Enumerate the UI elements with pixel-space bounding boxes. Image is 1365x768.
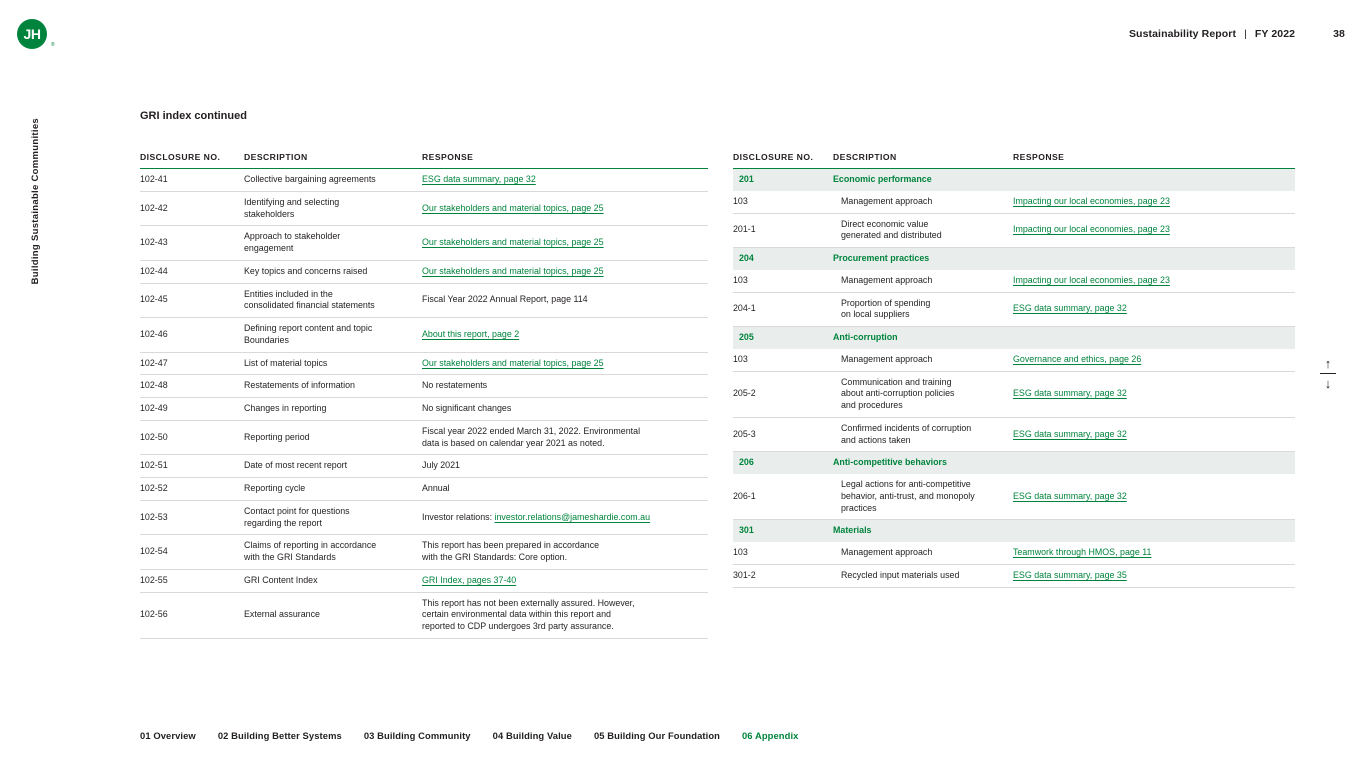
category-label: Anti-corruption bbox=[833, 327, 1295, 349]
disclosure-number: 102-47 bbox=[140, 352, 244, 375]
category-number: 206 bbox=[733, 452, 833, 474]
table-row bbox=[140, 420, 708, 455]
disclosure-number: 102-54 bbox=[140, 535, 244, 570]
response-link[interactable]: ESG data summary, page 32 bbox=[1013, 388, 1127, 399]
disclosure-number: 103 bbox=[733, 349, 833, 371]
right-table bbox=[733, 152, 1295, 588]
disclosure-description: Defining report content and topic Boundaries bbox=[244, 318, 422, 353]
disclosure-number: 103 bbox=[733, 191, 833, 213]
footer-nav-item-2[interactable]: 02 Building Better Systems bbox=[217, 730, 342, 741]
category-number: 201 bbox=[733, 169, 833, 191]
disclosure-response[interactable] bbox=[422, 352, 708, 375]
disclosure-description: Legal actions for anti-competitive behavior, anti-trust, and monopoly practices bbox=[833, 474, 1013, 520]
disclosure-description: Management approach bbox=[833, 542, 1013, 564]
disclosure-description: Proportion of spending on local suppliers bbox=[833, 292, 1013, 327]
disclosure-description: Direct economic value generated and distributed bbox=[833, 213, 1013, 248]
disclosure-response[interactable] bbox=[1013, 213, 1295, 248]
disclosure-description: Restatements of information bbox=[244, 375, 422, 398]
table-row bbox=[140, 226, 708, 261]
disclosure-response[interactable] bbox=[422, 226, 708, 261]
table-row bbox=[140, 500, 708, 535]
table-row bbox=[140, 478, 708, 501]
disclosure-number: 102-44 bbox=[140, 260, 244, 283]
disclosure-response[interactable] bbox=[1013, 542, 1295, 564]
disclosure-number: 102-52 bbox=[140, 478, 244, 501]
disclosure-description: Collective bargaining agreements bbox=[244, 169, 422, 192]
disclosure-description: Contact point for questions regarding the report bbox=[244, 500, 422, 535]
gri-index-table-right bbox=[733, 152, 1295, 588]
response-link[interactable]: GRI Index, pages 37-40 bbox=[422, 574, 517, 585]
disclosure-response: Annual bbox=[422, 478, 708, 501]
table-row bbox=[733, 371, 1295, 417]
table-row bbox=[140, 260, 708, 283]
response-link[interactable]: Our stakeholders and material topics, page 25 bbox=[422, 237, 604, 248]
disclosure-description: External assurance bbox=[244, 592, 422, 638]
table-row bbox=[140, 455, 708, 478]
disclosure-number: 206-1 bbox=[733, 474, 833, 520]
disclosure-number: 102-53 bbox=[140, 500, 244, 535]
table-category-row bbox=[733, 520, 1295, 542]
disclosure-number: 102-46 bbox=[140, 318, 244, 353]
response-link[interactable]: investor.relations@jameshardie.com.au bbox=[494, 511, 651, 522]
response-link[interactable]: Impacting our local economies, page 23 bbox=[1013, 195, 1170, 206]
response-link[interactable]: Our stakeholders and material topics, page 25 bbox=[422, 202, 604, 213]
left-table bbox=[140, 152, 708, 639]
column-header-disclosure: DISCLOSURE NO. bbox=[140, 152, 244, 169]
table-row bbox=[140, 569, 708, 592]
table-row bbox=[733, 564, 1295, 587]
disclosure-number: 102-41 bbox=[140, 169, 244, 192]
james-hardie-logo-icon bbox=[17, 19, 54, 49]
table-header-row bbox=[733, 152, 1295, 169]
table-row bbox=[733, 292, 1295, 327]
scroll-up-icon[interactable]: ↑ bbox=[1324, 356, 1332, 371]
disclosure-number: 204-1 bbox=[733, 292, 833, 327]
disclosure-response[interactable] bbox=[1013, 349, 1295, 371]
disclosure-description: Recycled input materials used bbox=[833, 564, 1013, 587]
table-row bbox=[140, 318, 708, 353]
disclosure-number: 102-42 bbox=[140, 191, 244, 226]
disclosure-response: No significant changes bbox=[422, 398, 708, 421]
disclosure-description: Key topics and concerns raised bbox=[244, 260, 422, 283]
disclosure-number: 201-1 bbox=[733, 213, 833, 248]
table-row bbox=[733, 191, 1295, 213]
response-link[interactable]: ESG data summary, page 32 bbox=[1013, 490, 1127, 501]
disclosure-response[interactable]: Investor relations: investor.relations@jameshardie.com.au bbox=[422, 500, 708, 535]
category-number: 301 bbox=[733, 520, 833, 542]
table-row bbox=[733, 542, 1295, 564]
response-link[interactable]: Impacting our local economies, page 23 bbox=[1013, 224, 1170, 235]
disclosure-number: 205-3 bbox=[733, 417, 833, 452]
footer-nav-item-3[interactable]: 03 Building Community bbox=[363, 730, 471, 741]
page-number: 38 bbox=[1333, 28, 1345, 40]
disclosure-description: Communication and training about anti-corruption policies and procedures bbox=[833, 371, 1013, 417]
report-title: Sustainability Report bbox=[1128, 28, 1237, 40]
side-tagline: Building Sustainable Communities bbox=[30, 118, 41, 285]
table-row bbox=[140, 169, 708, 192]
table-header-row bbox=[140, 152, 708, 169]
column-header-description: DESCRIPTION bbox=[244, 152, 422, 169]
logo-text: JH bbox=[23, 26, 41, 42]
disclosure-description: Reporting period bbox=[244, 420, 422, 455]
disclosure-response[interactable] bbox=[422, 191, 708, 226]
disclosure-response[interactable] bbox=[422, 318, 708, 353]
category-number: 205 bbox=[733, 327, 833, 349]
page-scroll-controls[interactable] bbox=[1319, 358, 1337, 389]
category-number: 204 bbox=[733, 248, 833, 270]
page-title: GRI index continued bbox=[140, 110, 247, 122]
disclosure-number: 102-50 bbox=[140, 420, 244, 455]
table-row bbox=[140, 191, 708, 226]
disclosure-response: Fiscal year 2022 ended March 31, 2022. Environmental data is based on calendar year 2021 as noted. bbox=[422, 420, 708, 455]
disclosure-response: Fiscal Year 2022 Annual Report, page 114 bbox=[422, 283, 708, 318]
response-link[interactable]: Our stakeholders and material topics, page 25 bbox=[422, 357, 604, 368]
disclosure-response[interactable] bbox=[1013, 417, 1295, 452]
disclosure-response[interactable] bbox=[422, 169, 708, 192]
disclosure-response[interactable] bbox=[1013, 474, 1295, 520]
response-link[interactable]: About this report, page 2 bbox=[422, 328, 520, 339]
response-link[interactable]: Impacting our local economies, page 23 bbox=[1013, 274, 1170, 285]
disclosure-response: This report has not been externally assured. However, certain environmental data within this report and reported to CDP undergoes 3rd party assurance. bbox=[422, 592, 708, 638]
disclosure-number: 102-43 bbox=[140, 226, 244, 261]
disclosure-description: Management approach bbox=[833, 349, 1013, 371]
disclosure-response[interactable] bbox=[422, 569, 708, 592]
response-link[interactable]: ESG data summary, page 35 bbox=[1013, 569, 1127, 580]
disclosure-number: 103 bbox=[733, 270, 833, 292]
category-label: Procurement practices bbox=[833, 248, 1295, 270]
disclosure-number: 102-48 bbox=[140, 375, 244, 398]
fiscal-year: FY 2022 bbox=[1254, 28, 1296, 40]
table-row bbox=[733, 349, 1295, 371]
table-row bbox=[140, 535, 708, 570]
disclosure-response[interactable] bbox=[422, 260, 708, 283]
scroll-divider bbox=[1320, 373, 1336, 374]
disclosure-number: 103 bbox=[733, 542, 833, 564]
column-header-description: DESCRIPTION bbox=[833, 152, 1013, 169]
disclosure-number: 102-55 bbox=[140, 569, 244, 592]
response-link[interactable]: Our stakeholders and material topics, page 25 bbox=[422, 265, 604, 276]
column-header-response: RESPONSE bbox=[422, 152, 708, 169]
disclosure-number: 102-56 bbox=[140, 592, 244, 638]
response-link[interactable]: Governance and ethics, page 26 bbox=[1013, 353, 1142, 364]
table-row bbox=[733, 417, 1295, 452]
disclosure-response[interactable] bbox=[1013, 371, 1295, 417]
table-row bbox=[140, 283, 708, 318]
disclosure-description: Management approach bbox=[833, 191, 1013, 213]
category-label: Materials bbox=[833, 520, 1295, 542]
disclosure-number: 205-2 bbox=[733, 371, 833, 417]
disclosure-description: Reporting cycle bbox=[244, 478, 422, 501]
disclosure-description: GRI Content Index bbox=[244, 569, 422, 592]
disclosure-response[interactable] bbox=[1013, 191, 1295, 213]
disclosure-number: 301-2 bbox=[733, 564, 833, 587]
disclosure-description: Entities included in the consolidated financial statements bbox=[244, 283, 422, 318]
table-row bbox=[140, 375, 708, 398]
footer-nav-item-6[interactable]: 06 Appendix bbox=[741, 730, 799, 741]
response-link[interactable]: ESG data summary, page 32 bbox=[1013, 303, 1127, 314]
document-header bbox=[1129, 28, 1345, 40]
table-row bbox=[733, 270, 1295, 292]
gri-index-table-left bbox=[140, 152, 708, 639]
table-row bbox=[140, 398, 708, 421]
table-category-row bbox=[733, 169, 1295, 191]
disclosure-response[interactable] bbox=[1013, 564, 1295, 587]
disclosure-description: Confirmed incidents of corruption and actions taken bbox=[833, 417, 1013, 452]
table-category-row bbox=[733, 248, 1295, 270]
table-category-row bbox=[733, 327, 1295, 349]
disclosure-description: List of material topics bbox=[244, 352, 422, 375]
disclosure-response: July 2021 bbox=[422, 455, 708, 478]
disclosure-response[interactable] bbox=[1013, 292, 1295, 327]
category-label: Economic performance bbox=[833, 169, 1295, 191]
footer-nav-item-4[interactable]: 04 Building Value bbox=[492, 730, 572, 741]
category-label: Anti-competitive behaviors bbox=[833, 452, 1295, 474]
scroll-down-icon[interactable]: ↓ bbox=[1324, 376, 1332, 391]
table-category-row bbox=[733, 452, 1295, 474]
table-row bbox=[140, 352, 708, 375]
header-separator: | bbox=[1244, 28, 1247, 40]
column-header-disclosure: DISCLOSURE NO. bbox=[733, 152, 833, 169]
column-header-response: RESPONSE bbox=[1013, 152, 1295, 169]
disclosure-number: 102-49 bbox=[140, 398, 244, 421]
disclosure-description: Date of most recent report bbox=[244, 455, 422, 478]
response-link[interactable]: ESG data summary, page 32 bbox=[422, 174, 536, 184]
response-link[interactable]: ESG data summary, page 32 bbox=[1013, 428, 1127, 439]
table-row bbox=[140, 592, 708, 638]
disclosure-number: 102-51 bbox=[140, 455, 244, 478]
footer-nav-item-5[interactable]: 05 Building Our Foundation bbox=[593, 730, 720, 741]
disclosure-response: No restatements bbox=[422, 375, 708, 398]
table-row bbox=[733, 213, 1295, 248]
logo-trademark: ® bbox=[50, 42, 54, 48]
disclosure-response[interactable] bbox=[1013, 270, 1295, 292]
response-link[interactable]: Teamwork through HMOS, page 11 bbox=[1013, 547, 1152, 557]
disclosure-description: Claims of reporting in accordance with the GRI Standards bbox=[244, 535, 422, 570]
disclosure-description: Management approach bbox=[833, 270, 1013, 292]
disclosure-number: 102-45 bbox=[140, 283, 244, 318]
disclosure-description: Identifying and selecting stakeholders bbox=[244, 191, 422, 226]
footer-navigation bbox=[140, 730, 798, 741]
disclosure-response: This report has been prepared in accordance with the GRI Standards: Core option. bbox=[422, 535, 708, 570]
table-row bbox=[733, 474, 1295, 520]
disclosure-description: Approach to stakeholder engagement bbox=[244, 226, 422, 261]
disclosure-description: Changes in reporting bbox=[244, 398, 422, 421]
footer-nav-item-1[interactable]: 01 Overview bbox=[140, 730, 196, 741]
